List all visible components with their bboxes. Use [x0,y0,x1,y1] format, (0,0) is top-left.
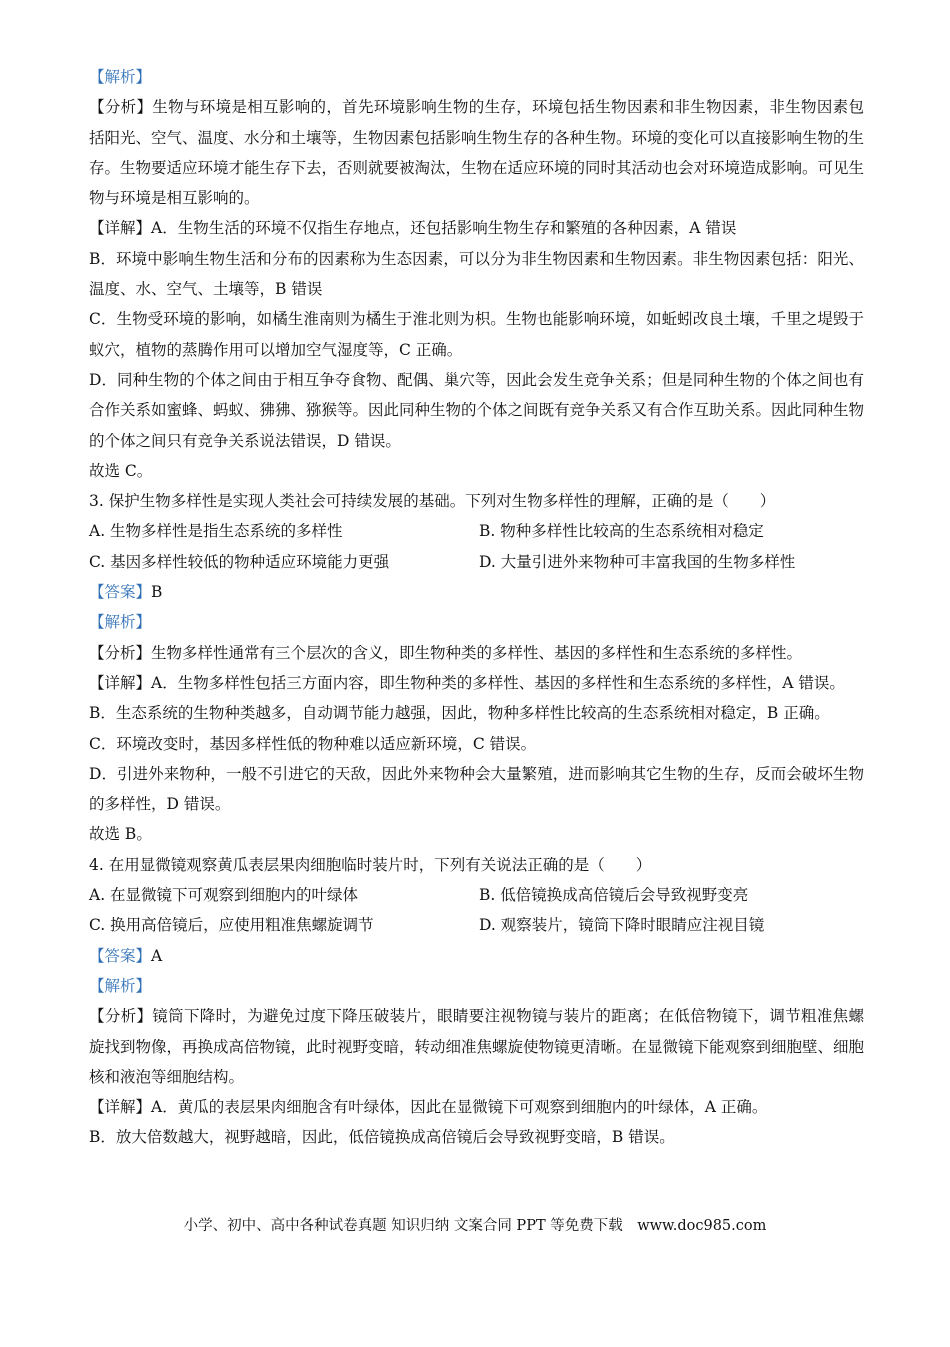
answer-tag: 【答案】 [89,583,152,602]
q3-options-row-1 [89,516,864,546]
q4-option-c: C. 换用高倍镜后，应使用粗准焦螺旋调节 [89,916,374,935]
q3-options-row-2 [89,547,864,577]
q4-option-d: D. 观察装片，镜筒下降时眼睛应注视目镜 [479,916,765,935]
q4-answer-value: A [151,946,163,965]
q3-option-b: B. 物种多样性比较高的生态系统相对稳定 [479,522,764,541]
answer-tag: 【答案】 [89,946,152,965]
q4-jiexi-heading [89,971,864,1001]
q3-detail-b: B．生态系统的生物种类越多，自动调节能力越强，因此，物种多样性比较高的生态系统相对稳定，B 正确。 [89,704,830,723]
q4-option-b: B. 低倍镜换成高倍镜后会导致视野变亮 [479,886,749,905]
q2-detail-a [89,213,864,243]
fenxi-tag: 【分析】 [89,643,152,662]
q3-option-c: C. 基因多样性较低的物种适应环境能力更强 [89,552,390,571]
q3-jiexi-heading [89,607,864,637]
q3-analysis-text: 生物多样性通常有三个层次的含义，即生物种类的多样性、基因的多样性和生态系统的多样性。 [151,643,803,662]
q3-detail-d: D．引进外来物种，一般不引进它的天敌，因此外来物种会大量繁殖，进而影响其它生物的生存，反而会破坏生物的多样性，D 错误。 [89,764,864,814]
q2-detail-c: C．生物受环境的影响，如橘生淮南则为橘生于淮北则为枳。生物也能影响环境，如蚯蚓改良土壤，千里之堤毁于蚁穴，植物的蒸腾作用可以增加空气湿度等，C 正确。 [89,310,864,359]
q4-analysis [89,1001,864,1092]
jiexi-tag: 【解析】 [89,976,152,995]
q4-option-a: A. 在显微镜下可观察到细胞内的叶绿体 [89,886,359,905]
q2-detail-d: D．同种生物的个体之间由于相互争夺食物、配偶、巢穴等，因此会发生竞争关系；但是同种生物的个体之间也有合作关系如蜜蜂、蚂蚁、狒狒、猕猴等。因此同种生物的个体之间既有竞争关系又有合作互助关系。因此同种生物的个体之间只有竞争关系说法错误，D 错误。 [89,370,865,450]
jiexi-tag: 【解析】 [89,613,152,632]
q4-options-row-2 [89,910,864,940]
q3-answer-value: B [151,583,163,602]
page-content [89,62,864,1153]
q4-analysis-text: 镜筒下降时，为避免过度下降压破装片，眼睛要注视物镜与装片的距离；在低倍物镜下，调节粗准焦螺旋找到物像，再换成高倍物镜，此时视野变暗，转动细准焦螺旋使物镜更清晰。在显微镜下能观察到细胞壁、细胞核和液泡等细胞结构。 [89,1007,865,1086]
q3-detail-c: C．环境改变时，基因多样性低的物种难以适应新环境，C 错误。 [89,734,537,753]
q2-detail-a-text: A．生物生活的环境不仅指生存地点，还包括影响生物生存和繁殖的各种因素，A 错误 [151,219,737,238]
q3-detail-a-text: A．生物多样性包括三方面内容，即生物种类的多样性、基因的多样性和生态系统的多样性，A 错误。 [151,673,845,692]
q3-answer [89,577,864,607]
fenxi-tag: 【分析】 [89,98,153,117]
q4-detail-a-text: A．黄瓜的表层果肉细胞含有叶绿体，因此在显微镜下可观察到细胞内的叶绿体，A 正确。 [151,1098,768,1117]
xiangjie-tag: 【详解】 [89,219,152,238]
jiexi-tag: 【解析】 [89,68,152,86]
q3-analysis [89,638,864,668]
q3-option-a: A. 生物多样性是指生态系统的多样性 [89,522,343,541]
q2-jiexi-heading [89,62,864,92]
q4-options-row-1 [89,880,864,910]
xiangjie-tag: 【详解】 [89,1098,152,1117]
q3-option-d: D. 大量引进外来物种可丰富我国的生物多样性 [479,552,796,571]
q4-detail-b: B．放大倍数越大，视野越暗，因此，低倍镜换成高倍镜后会导致视野变暗，B 错误。 [89,1128,675,1147]
xiangjie-tag: 【详解】 [89,673,152,692]
page-footer: 小学、初中、高中各种试卷真题 知识归纳 文案合同 PPT 等免费下载 www.doc985.com [183,1218,767,1234]
q2-conclusion: 故选 C。 [89,461,153,480]
q4-stem: 4. 在用显微镜观察黄瓜表层果肉细胞临时装片时，下列有关说法正确的是（ ） [89,855,652,874]
q4-detail-a [89,1092,864,1122]
q3-conclusion: 故选 B。 [89,825,152,844]
q2-detail-b: B．环境中影响生物生活和分布的因素称为生态因素，可以分为非生物因素和生物因素。非生物因素包括：阳光、温度、水、空气、土壤等，B 错误 [89,249,864,299]
q2-analysis-text: 生物与环境是相互影响的，首先环境影响生物的生存，环境包括生物因素和非生物因素，非生物因素包括阳光、空气、温度、水分和土壤等，生物因素包括影响生物生存的各种生物。环境的变化可以直接影响生物的生存。生物要适应环境才能生存下去，否则就要被淘汰，生物在适应环境的同时其活动也会对环境造成影响。可见生物与环境是相互影响的。 [89,98,865,208]
q3-stem: 3. 保护生物多样性是实现人类社会可持续发展的基础。下列对生物多样性的理解，正确的是（ ） [89,492,776,511]
q3-detail-a [89,668,864,698]
q2-analysis [89,92,864,213]
q4-answer [89,941,864,971]
fenxi-tag: 【分析】 [89,1007,153,1026]
